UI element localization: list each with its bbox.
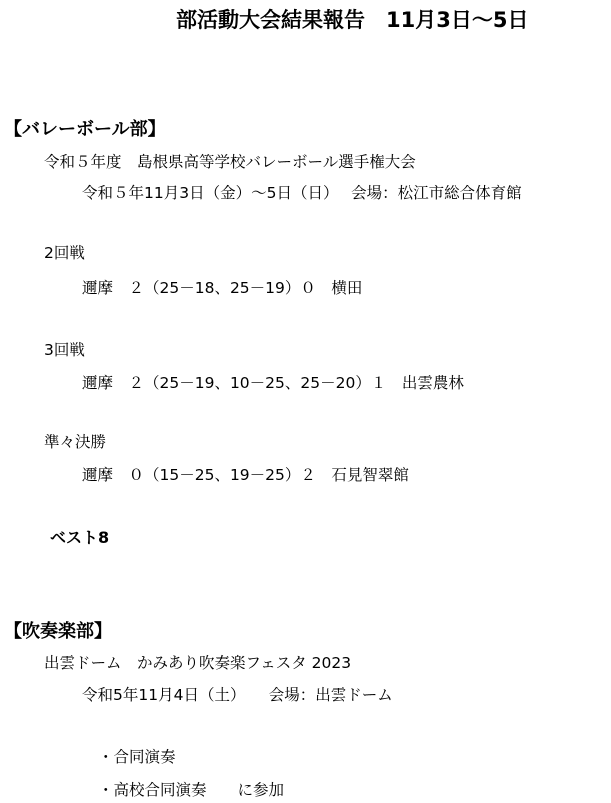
volleyball-tournament-name: 令和５年度 島根県高等学校バレーボール選手権大会	[44, 153, 416, 171]
round-result: 邇摩 ２（25－18、25－19）０ 横田	[82, 279, 363, 297]
page-title: 部活動大会結果報告 11月3日～5日	[176, 8, 529, 32]
volleyball-heading: 【バレーボール部】	[4, 119, 166, 140]
final-rank: ベスト8	[50, 528, 110, 547]
brass-band-item: ・合同演奏	[98, 748, 176, 766]
volleyball-schedule: 令和５年11月3日（金）～5日（日） 会場：松江市総合体育館	[82, 184, 522, 202]
round-label: 3回戦	[44, 341, 85, 359]
brass-band-event-name: 出雲ドーム かみあり吹奏楽フェスタ 2023	[44, 654, 352, 672]
round-label: 準々決勝	[44, 433, 107, 451]
brass-band-heading: 【吹奏楽部】	[4, 621, 112, 642]
brass-band-schedule: 令和5年11月4日（土） 会場：出雲ドーム	[82, 686, 393, 704]
round-result: 邇摩 ２（25－19、10－25、25－20）１ 出雲農林	[82, 374, 464, 392]
round-label: 2回戦	[44, 244, 85, 262]
round-result: 邇摩 ０（15－25、19－25）２ 石見智翠館	[82, 466, 409, 484]
brass-band-item: ・高校合同演奏 に参加	[98, 781, 285, 799]
